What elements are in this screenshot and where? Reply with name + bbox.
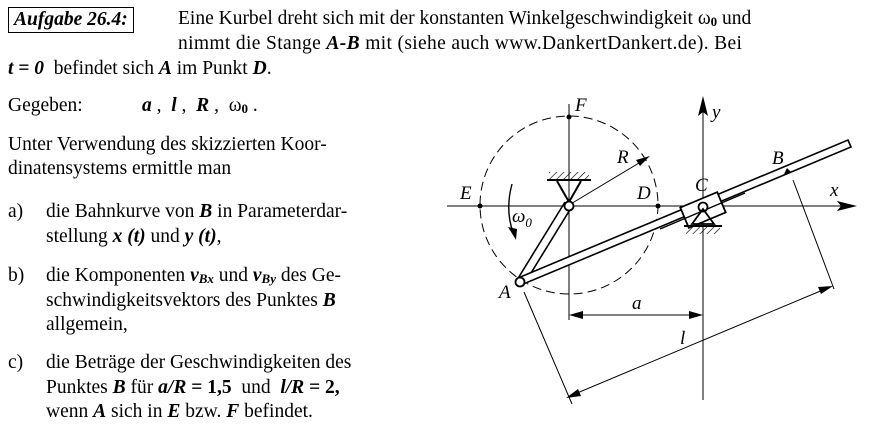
omega-subscript: 0 (710, 14, 718, 29)
label-y: y (712, 102, 721, 123)
header-line-1-end: und (717, 8, 752, 29)
item-a-point-b: B (199, 201, 213, 222)
omega-arrowhead (508, 227, 517, 240)
item-b-v2: v (252, 265, 262, 286)
item-a-text-4: und (145, 226, 185, 247)
item-c-point-f: F (226, 401, 240, 422)
dim-a-arrow-right (689, 311, 703, 319)
item-b-v1-sub: Bx (198, 271, 214, 286)
dim-l-ext-b (793, 180, 834, 289)
label-x: x (830, 180, 839, 201)
item-c-ratio-a: a/R (158, 377, 187, 398)
item-c-fuer: für (125, 377, 159, 398)
label-r: R (617, 147, 629, 168)
intro-line-2: dinatensystems ermittle man (8, 158, 232, 179)
label-a-point: A (499, 282, 511, 303)
item-c-bzw: bzw. (180, 401, 227, 422)
item-c-line-1: die Beträge der Geschwindigkeiten des (46, 352, 352, 373)
item-b-v1: v (190, 265, 199, 286)
item-a-text-2: in Parameterdar- (212, 201, 348, 222)
header-line-1-text: Eine Kurbel dreht sich mit der konstanten Winkelgeschwindigkeit ω (178, 8, 711, 29)
dim-a-arrow-left (569, 311, 583, 319)
given-a: a (142, 95, 152, 116)
given-sep-3: , (209, 95, 219, 116)
radius-arrow (636, 156, 650, 166)
point-e-dot (478, 204, 483, 209)
header-line-2-b: mit (siehe auch www.DankertDankert.de). Bei (359, 33, 743, 54)
given-omega: ω (228, 95, 242, 116)
label-e: E (460, 183, 472, 204)
header-line-2-a: nimmt die Stange (178, 33, 327, 54)
item-b-und: und (213, 265, 253, 286)
point-d-ref: D (252, 58, 267, 79)
crank-pivot (565, 202, 574, 211)
item-a-label: a) (8, 201, 24, 222)
joint-a (516, 278, 525, 287)
point-f-dot (567, 115, 572, 120)
item-c-point-b: B (112, 377, 126, 398)
item-c-und: und (231, 377, 281, 398)
label-a-dim: a (632, 293, 642, 314)
item-b-point-b: B (322, 290, 336, 311)
label-d: D (637, 183, 651, 204)
item-b-v2-sub: By (261, 271, 276, 286)
item-c-point-e: E (167, 401, 181, 422)
item-a-text: die Bahnkurve von (46, 201, 200, 222)
header-line-3-a: befindet sich (44, 58, 159, 79)
given-sep-1: , (151, 95, 162, 116)
item-c-text-2: sich in (106, 401, 168, 422)
dim-l-arrow-a (566, 389, 581, 398)
label-f: F (575, 95, 587, 116)
point-a-ref: A (158, 58, 172, 79)
item-a-xt: x (t) (112, 226, 146, 247)
label-omega: $\omega_0$ (512, 206, 532, 230)
item-c-text: Punktes (46, 377, 113, 398)
item-c-ratio-l: l/R (280, 377, 305, 398)
item-c-value-2: = 2, (304, 377, 340, 398)
given-end: . (248, 95, 258, 116)
item-c-point-a: A (93, 401, 107, 422)
item-b-label: b) (8, 265, 25, 286)
dim-l-ext-a (524, 292, 572, 404)
dim-l-line (570, 287, 830, 396)
item-c-label: c) (8, 352, 24, 373)
item-b-text-2: des Ge- (276, 265, 341, 286)
item-a-comma: , (216, 226, 222, 247)
point-d-dot (656, 204, 661, 209)
dim-l-arrow-b (818, 286, 833, 294)
given-sep-2: , (176, 95, 187, 116)
item-c-text-3: befindet. (239, 401, 313, 422)
item-a-yt: y (t) (184, 226, 217, 247)
given-omega-sub: 0 (241, 101, 249, 116)
item-b-text: die Komponenten (46, 265, 191, 286)
task-label: Aufgabe 26.4: (14, 9, 128, 30)
given-l: l (171, 95, 177, 116)
header-line-3-c: . (266, 58, 272, 79)
item-b-line-3: allgemein, (46, 314, 128, 335)
given-label: Gegeben: (8, 95, 83, 116)
item-b-text-3: schwindigkeitsvektors des Punktes (46, 290, 323, 311)
label-b: B (772, 148, 784, 169)
crank-support-hatch (549, 172, 589, 179)
label-c: C (695, 175, 708, 196)
intro-line-1: Unter Verwendung des skizzierten Koor- (8, 134, 327, 155)
header-line-3-b: im Punkt (171, 58, 253, 79)
item-a-text-3: stellung (46, 226, 113, 247)
item-c-wenn: wenn (46, 401, 94, 422)
rod-label: A-B (326, 33, 360, 54)
given-r: R (196, 95, 210, 116)
time-zero: t = 0 (8, 58, 45, 79)
item-c-value-1: = 1,5 (186, 377, 232, 398)
label-l-dim: l (680, 328, 686, 349)
